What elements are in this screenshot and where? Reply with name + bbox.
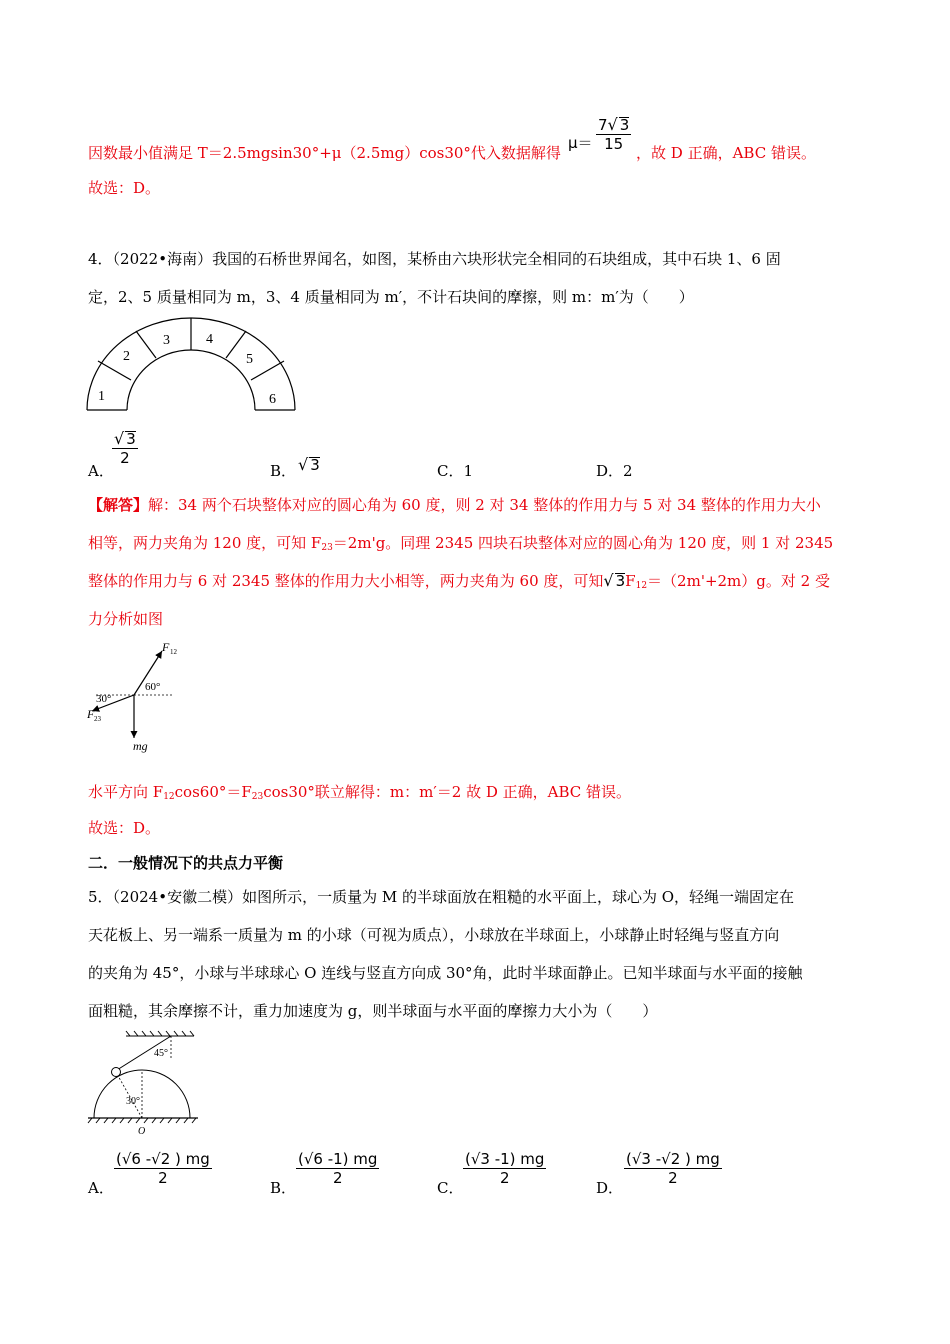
q4-option-c[interactable]: C．1 bbox=[437, 462, 474, 480]
q4-solution-line5: 水平方向 $F_{12}\cos 60^\circ=F_{23}\cos 30^\circ$联立解得：m：m′＝2 故 D 正确，ABC 错误。 bbox=[88, 783, 632, 802]
q5-option-b-fraction[interactable] bbox=[296, 1150, 379, 1187]
q4-solution-line2: 相等，两力夹角为 120 度，可知 $F_{23}=2m'g$。同理 2345 四块石块整体对应的圆心角为 120 度，则 1 对 2345 bbox=[88, 534, 834, 553]
label-mg: mg bbox=[133, 739, 148, 753]
prev-solution-line bbox=[88, 143, 561, 163]
mu-numerator: 7√ 3 bbox=[598, 115, 630, 134]
q5-option-a-numerator: (√6 -√2 ) mg bbox=[116, 1150, 210, 1168]
label-f12: F bbox=[162, 640, 170, 654]
q5-option-c-label[interactable]: C． bbox=[437, 1179, 464, 1197]
mu-denominator: 15 bbox=[604, 135, 624, 153]
force-diagram bbox=[84, 638, 194, 756]
stone-label-1: 1 bbox=[98, 389, 105, 404]
prev-solution-conclusion: ，故 D 正确，ABC 错误。 bbox=[636, 144, 816, 162]
stone-label-5: 5 bbox=[246, 352, 253, 367]
label-f23: F bbox=[87, 707, 95, 721]
label-angle-60: 60° bbox=[145, 681, 161, 693]
q4-answer: 故选：D。 bbox=[88, 819, 161, 837]
stone-label-2: 2 bbox=[123, 349, 130, 364]
q5-option-c-fraction[interactable] bbox=[463, 1150, 546, 1187]
label-angle-30: 30° bbox=[126, 1096, 140, 1107]
stone-bridge-figure bbox=[84, 314, 298, 414]
solution-tag: 【解答】 bbox=[88, 496, 149, 514]
section-title: 二．一般情况下的共点力平衡 bbox=[88, 854, 284, 872]
label-angle-45: 45° bbox=[154, 1048, 168, 1059]
q5-option-d-numerator: (√3 -√2 ) mg bbox=[626, 1150, 720, 1168]
q5-stem-line1: 5．（2024•安徽二模）如图所示，一质量为 M 的半球面放在粗糙的水平面上，球心为 O，轻绳一端固定在 bbox=[88, 888, 795, 906]
bridge-inner-arc bbox=[127, 350, 255, 410]
q5-option-d-denominator: 2 bbox=[668, 1169, 678, 1187]
stone-label-6: 6 bbox=[269, 392, 276, 407]
q5-stem-line3: 的夹角为 45°，小球与半球球心 O 连线与竖直方向成 30°角，此时半球面静止。已知半球面与水平面的接触 bbox=[88, 964, 803, 982]
q5-option-b-label[interactable]: B． bbox=[270, 1179, 297, 1197]
q4-solution-line1: 【解答】解：34 两个石块整体对应的圆心角为 60 度，则 2 对 34 整体的作用力与 5 对 34 整体的作用力大小 bbox=[88, 496, 821, 514]
q4-option-a-denominator: 2 bbox=[120, 449, 130, 467]
q4-option-a-numerator: √ 3 bbox=[114, 429, 136, 448]
label-angle-30: 30° bbox=[96, 693, 112, 705]
q4-option-a-label[interactable]: A． bbox=[88, 462, 114, 480]
q4-option-b-value[interactable]: √ 3 bbox=[298, 455, 320, 474]
q5-option-d-fraction[interactable] bbox=[624, 1150, 722, 1187]
q5-option-c-denominator: 2 bbox=[499, 1169, 510, 1187]
label-f12-sub: 12 bbox=[170, 648, 177, 656]
q5-option-a-denominator: 2 bbox=[158, 1169, 168, 1187]
q4-solution-line4: 力分析如图 bbox=[88, 610, 164, 628]
small-ball bbox=[112, 1068, 121, 1077]
q5-option-c-numerator: (√3 -1) mg bbox=[465, 1150, 545, 1168]
q5-stem-line2: 天花板上、另一端系一质量为 m 的小球（可视为质点），小球放在半球面上，小球静止时轻绳与竖直方向 bbox=[88, 926, 780, 944]
q5-option-d-label[interactable]: D． bbox=[596, 1179, 624, 1197]
label-f23-sub: 23 bbox=[94, 715, 101, 723]
q4-solution-line3: 整体的作用力与 6 对 2345 整体的作用力大小相等，两力夹角为 60 度，可知√ $3F_{12}=(2m'+2m)g$。对 2 受 bbox=[88, 571, 830, 591]
mu-fraction bbox=[596, 116, 631, 153]
q5-stem-line4: 面粗糙，其余摩擦不计，重力加速度为 g，则半球面与水平面的摩擦力大小为（ ） bbox=[88, 1002, 658, 1020]
stone-label-3: 3 bbox=[163, 333, 170, 348]
q4-option-d[interactable]: D．2 bbox=[596, 462, 633, 480]
q4-option-b-label[interactable]: B． bbox=[270, 462, 297, 480]
q4-stem-line1: 4．（2022•海南）我国的石桥世界闻名，如图，某桥由六块形状完全相同的石块组成，其中石块 1、6 固 bbox=[88, 250, 781, 268]
q5-option-b-denominator: 2 bbox=[332, 1169, 343, 1187]
label-center-o: O bbox=[138, 1126, 146, 1137]
q5-option-b-numerator: (√6 -1) mg bbox=[298, 1150, 378, 1168]
mu-label: μ＝ bbox=[568, 134, 593, 152]
hemisphere-figure bbox=[84, 1030, 204, 1140]
q4-option-a-fraction[interactable] bbox=[112, 430, 138, 467]
stone-label-4: 4 bbox=[206, 332, 213, 347]
q4-stem-line2: 定，2、5 质量相同为 m，3、4 质量相同为 m′，不计石块间的摩擦，则 m：m′为（ ） bbox=[88, 288, 694, 306]
q5-option-a-label[interactable]: A． bbox=[88, 1179, 114, 1197]
prev-answer: 故选：D。 bbox=[88, 179, 161, 197]
prev-solution-text: 因数最小值满足 T＝2.5mgsin30°+μ（2.5mg）cos30°代入数据解得 bbox=[88, 144, 561, 162]
q5-option-a-fraction[interactable] bbox=[114, 1150, 212, 1187]
